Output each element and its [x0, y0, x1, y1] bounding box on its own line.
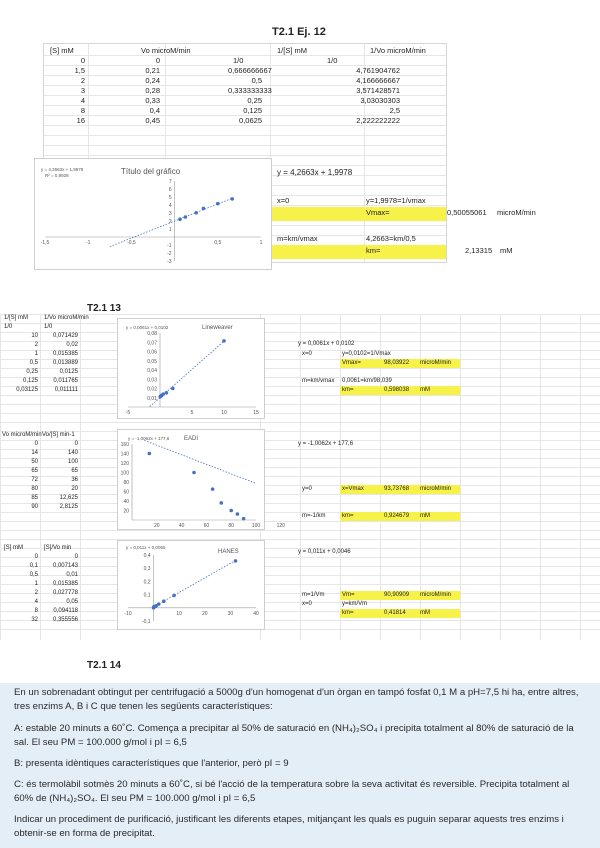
lb-cell: 0,25: [26, 369, 38, 375]
ha-cell: 4: [34, 599, 38, 605]
t1-vmax-label: Vmax=: [366, 208, 390, 217]
t1-cell: 0,24: [145, 76, 160, 85]
t1-cell: 1/0: [327, 56, 338, 65]
y-tick-label: 0,07: [147, 340, 157, 347]
t1-cell: 4,166666667: [356, 76, 400, 85]
data-point: [242, 517, 246, 521]
ea-header-vos: Vo/[S] min-1: [42, 432, 75, 438]
ea-cell: 80: [31, 486, 38, 492]
ea-cell: 0: [34, 441, 38, 447]
section-title-13: T2.1 13: [87, 303, 121, 314]
x-tick-label: 0,5: [214, 240, 222, 246]
chart-equation: y = 0,0061x + 0,0102: [126, 325, 169, 330]
ha-cell: 0,5: [29, 572, 38, 578]
x-tick-label: 30: [227, 610, 234, 617]
lb-cell: 0,071429: [52, 333, 78, 339]
t1-cell: 0,125: [243, 106, 262, 115]
y-tick-label: 0,04: [147, 368, 157, 374]
x-tick-label: 10: [176, 610, 182, 617]
chart-title: EADI: [184, 436, 199, 442]
x-tick-label: -5: [125, 410, 131, 416]
t1-vmax-value: 0,50055061: [447, 208, 487, 217]
x-tick-label: 120: [276, 523, 285, 529]
t1-vmax-unit: microM/min: [497, 208, 536, 217]
ea-cell: 36: [71, 477, 78, 483]
ha-cell: 0,027778: [52, 590, 78, 596]
ha-header-svo: [S]/Vo min: [44, 545, 72, 551]
ea-ann-eq: y = -1,0062x + 177,6: [298, 441, 354, 447]
x-tick-label: 40: [253, 610, 259, 617]
section-title-14: T2.1 14: [87, 660, 121, 671]
data-point: [230, 197, 234, 201]
y-tick-label: -0,1: [141, 619, 151, 625]
exercise-paragraph-3: B: presenta idèntiques característiques que l'anterior, però pI = 9: [14, 758, 289, 769]
lb-ann-x0: x=0: [302, 351, 312, 357]
y-tick-label: 3: [168, 211, 172, 217]
lb-ann-km-unit: mM: [420, 387, 430, 393]
ea-ann-vmax-unit: microM/min: [420, 486, 451, 492]
ha-cell: 8: [34, 608, 38, 614]
y-tick-label: 160: [120, 442, 129, 448]
data-point: [194, 211, 198, 215]
t1-cell: 0,333333333: [228, 86, 272, 95]
chart-r2: R² = 0,9928: [45, 173, 69, 178]
ea-ann-y0: y=0: [302, 486, 312, 492]
chart-title: Título del gráfico: [121, 167, 181, 176]
t1-y-intercept: y=1,9978=1/vmax: [366, 196, 426, 205]
y-tick-label: 80: [123, 480, 129, 486]
ha-cell: 1: [34, 581, 38, 587]
y-tick-label: 0,4: [143, 553, 151, 559]
data-point: [211, 487, 215, 491]
ea-ann-km-label: km=: [342, 513, 354, 519]
t1-m-eq: 4,2663=km/0,5: [366, 234, 416, 243]
data-point: [148, 452, 152, 456]
t1-equation: y = 4,2663x + 1,9978: [277, 168, 353, 177]
data-point: [202, 207, 206, 211]
data-point: [172, 594, 176, 598]
t1-cell: 0,25: [247, 96, 262, 105]
x-tick-label: 1: [259, 240, 263, 246]
x-tick-label: -0,5: [127, 240, 136, 246]
lb-cell: 0,5: [29, 360, 38, 366]
x-tick-label: 60: [203, 523, 210, 529]
ea-cell: 14: [31, 450, 38, 456]
x-tick-label: 10: [221, 410, 227, 416]
ea-cell: 90: [31, 504, 38, 510]
y-tick-label: 40: [123, 499, 129, 505]
lb-cell: 0,011111: [54, 387, 78, 393]
y-tick-label: 1: [168, 227, 172, 233]
exercise-paragraph-1: En un sobrenadant obtingut per centrifugació a 5000g d'un homogenat d'un òrgan en tampó fosfat 0,1 M a pH=7,5 hi ha, entre altres, tres enzims A, B i C que tenen les següents característiques:: [14, 687, 579, 712]
ea-cell: 20: [71, 486, 78, 492]
t1-cell: 3,03030303: [360, 96, 400, 105]
ha-cell: 0,094118: [53, 608, 78, 614]
ea-ann-vmax: 93,73768: [384, 486, 410, 492]
ea-cell: 140: [67, 450, 78, 456]
y-tick-label: 0,05: [147, 358, 157, 365]
lb-ann-km: 0,598038: [384, 387, 410, 393]
t1-cell: 1,5: [74, 66, 85, 75]
y-tick-label: 120: [120, 461, 129, 467]
ea-cell: 65: [71, 468, 78, 474]
data-point: [178, 217, 182, 221]
data-point: [162, 599, 166, 603]
t1-cell: 3,571428571: [356, 86, 400, 95]
y-tick-label: -3: [167, 259, 172, 265]
t1-cell: 0,5: [251, 76, 262, 85]
chart-eadi: [117, 429, 285, 530]
chart-title: HANES: [218, 549, 239, 555]
ha-cell: 0,1: [29, 563, 38, 569]
sheet-13: [0, 314, 600, 640]
ha-ann-ykm: y=km/Vm: [342, 601, 368, 607]
t1-cell: 4: [80, 96, 85, 105]
ha-ann-km: 0,41814: [384, 610, 406, 616]
t1-cell: 0: [80, 56, 85, 65]
t1-cell: 0,666666667: [228, 66, 272, 75]
ea-ann-km-unit: mM: [420, 513, 430, 519]
ea-ann-xvmax: x=Vmax: [342, 486, 364, 492]
data-point: [216, 202, 220, 206]
ha-ann-x0: x=0: [302, 601, 312, 607]
lb-ann-km-label: km=: [342, 387, 354, 393]
t1-cell: 2,222222222: [356, 116, 400, 125]
lb-ann-yint: y=0,0102=1/Vmax: [342, 351, 391, 357]
ea-cell: 85: [31, 495, 38, 501]
data-point: [229, 509, 233, 513]
ea-ann-m: m=-1/km: [302, 513, 326, 519]
t1-cell: 2,5: [389, 106, 400, 115]
trendline: [154, 560, 236, 606]
t1-header-s: [S] mM: [50, 46, 74, 55]
ha-header-s: [S] mM: [4, 545, 23, 551]
ha-cell: 0: [74, 554, 78, 560]
data-point: [184, 215, 188, 219]
t1-m-label: m=km/vmax: [277, 234, 318, 243]
y-tick-label: 60: [123, 489, 129, 496]
t1-cell: 0,4: [149, 106, 160, 115]
chart-equation: y = -1,0062x + 177,6: [128, 436, 170, 441]
t1-cell: 8: [80, 106, 85, 115]
ha-cell: 2: [34, 590, 38, 596]
t1-header-inv-s: 1/[S] mM: [277, 46, 308, 55]
lb-ann-meq: 0,0061=km/98,039: [342, 378, 392, 384]
y-tick-label: 0,02: [147, 386, 157, 393]
y-tick-label: 6: [168, 187, 172, 193]
chart-title: Lineweaver: [202, 325, 233, 331]
x-tick-label: 20: [202, 610, 208, 617]
lb-ann-vmax-label: Vmax=: [342, 360, 361, 366]
data-point: [158, 395, 162, 399]
t1-x0: x=0: [277, 196, 290, 205]
x-tick-label: 5: [190, 410, 194, 416]
ha-ann-km-unit: mM: [420, 610, 430, 616]
ha-cell: 0,355556: [52, 617, 78, 623]
y-tick-label: 7: [168, 179, 172, 185]
ha-cell: 0,007143: [52, 563, 78, 569]
y-tick-label: 0,06: [147, 349, 157, 356]
x-tick-label: -1,5: [40, 240, 50, 246]
t1-cell: 0,21: [145, 66, 160, 75]
lb-ann-m: m=km/vmax: [302, 378, 335, 384]
x-tick-label: 40: [178, 523, 185, 529]
lb-cell: 1/0: [4, 324, 13, 330]
ha-ann-vm-unit: microM/min: [420, 592, 451, 598]
ha-cell: 0: [34, 554, 38, 560]
lb-cell: 0,015385: [52, 351, 78, 357]
x-tick-label: 20: [154, 523, 160, 529]
lb-ann-vmax-unit: microM/min: [420, 360, 451, 366]
x-tick-label: -10: [124, 610, 132, 617]
data-point: [222, 339, 226, 343]
ha-ann-m: m=1/Vm: [302, 592, 325, 598]
ha-cell: 32: [31, 617, 38, 623]
lb-cell: 10: [31, 333, 38, 339]
t1-km-label: km=: [366, 246, 381, 255]
ea-cell: 2,8125: [59, 504, 78, 510]
y-tick-label: 0,03: [147, 377, 157, 384]
exercise-paragraph-5: Indicar un procediment de purificació, justificant les diferents etapes, mitjançant les quals es puguin separar aquests tres enzims i obtenir-se en forma de precipitat.: [14, 814, 564, 839]
chart-lineweaver: [117, 318, 265, 419]
lb-cell: 0,013889: [52, 360, 78, 366]
lb-cell: 1/0: [44, 324, 53, 330]
lb-header-s: 1/[S] mM: [4, 315, 29, 321]
lb-cell: 0,011765: [53, 378, 78, 384]
t1-cell: 16: [76, 116, 85, 125]
data-point: [192, 471, 196, 475]
x-tick-label: 100: [251, 523, 261, 529]
y-tick-label: 140: [120, 451, 129, 458]
t1-cell: 0,0625: [239, 116, 262, 125]
ha-ann-km-label: km=: [342, 610, 354, 616]
y-tick-label: -2: [167, 251, 172, 257]
t1-km-value: 2,13315: [465, 246, 493, 255]
y-tick-label: 5: [168, 195, 172, 201]
data-point: [157, 602, 161, 606]
t1-header-inv-vo: 1/Vo microM/min: [370, 46, 426, 55]
x-tick-label: 15: [253, 410, 259, 416]
ea-cell: 50: [31, 459, 38, 465]
ea-cell: 65: [31, 468, 38, 474]
lb-ann-eq: y = 0,0061x + 0,0102: [298, 341, 355, 347]
data-point: [171, 387, 175, 391]
y-tick-label: 20: [123, 508, 129, 515]
chart-12: [34, 158, 272, 270]
t1-cell: 0: [155, 56, 160, 65]
lb-cell: 0,03125: [16, 387, 38, 393]
t1-cell: 4,761904762: [356, 66, 400, 75]
chart-equation: y = 0,011x + 0,0065: [126, 545, 166, 550]
y-tick-label: 4: [168, 203, 172, 209]
lb-cell: 2: [34, 342, 38, 348]
ha-ann-vm-label: Vm=: [342, 592, 355, 598]
section-title-12: T2.1 Ej. 12: [272, 26, 326, 38]
y-tick-label: 2: [168, 219, 172, 225]
data-point: [219, 501, 223, 505]
ea-header-vo: Vo microM/min: [2, 432, 42, 438]
y-tick-label: 0,2: [143, 579, 151, 586]
ha-cell: 0,015385: [52, 581, 78, 587]
t1-cell: 1/0: [233, 56, 244, 65]
y-tick-label: 0,3: [143, 566, 151, 573]
ha-cell: 0,01: [66, 572, 78, 578]
y-tick-label: 0,01: [147, 395, 157, 402]
t1-header-vo: Vo microM/min: [141, 46, 191, 55]
t1-cell: 0,45: [145, 116, 160, 125]
x-tick-label: -1: [85, 240, 91, 246]
t1-cell: 0,33: [145, 96, 160, 105]
y-tick-label: -1: [167, 243, 172, 249]
lb-cell: 0,0125: [59, 369, 78, 375]
lb-ann-vmax: 98,03922: [384, 360, 410, 366]
y-tick-label: 0,1: [143, 592, 151, 599]
t1-km-unit: mM: [500, 246, 513, 255]
x-tick-label: 80: [228, 523, 234, 529]
data-point: [234, 559, 238, 563]
lb-header-vo: 1/Vo microM/min: [44, 315, 89, 321]
exercise-paragraph-2: A: estable 20 minuts a 60˚C. Comença a precipitar al 50% de saturació en (NH₄)₂SO₄ i precipita totalment al 80% de saturació de la sal. El seu PM = 100.000 g/mol i pI = 6,5: [14, 723, 574, 748]
ha-cell: 0,05: [66, 599, 78, 605]
t1-cell: 0,28: [145, 86, 160, 95]
y-tick-label: 0,08: [147, 331, 157, 337]
ea-cell: 100: [67, 459, 78, 465]
ea-cell: 0: [74, 441, 78, 447]
ha-ann-vm: 90,90909: [384, 592, 410, 598]
ea-cell: 72: [31, 477, 38, 483]
data-point: [165, 391, 169, 395]
chart-equation: y = 4,2663x + 1,9978: [41, 167, 84, 172]
t1-cell: 2: [80, 76, 85, 85]
ea-cell: 12,625: [59, 495, 78, 501]
exercise-paragraph-4: C: és termolàbil sotmès 20 minuts a 60˚C, si bé l'acció de la temperatura sobre la seva activitat és reversible. Precipita totalment al 60% de (NH₄)₂SO₄. El seu PM = 100.000 g/mol i pI = 6,5: [14, 779, 570, 804]
ha-ann-eq: y = 0,011x + 0,0046: [298, 549, 351, 555]
t1-cell: 3: [80, 86, 85, 95]
data-point: [236, 512, 240, 516]
y-tick-label: 100: [120, 470, 129, 477]
lb-cell: 0,02: [66, 342, 78, 348]
trendline: [144, 440, 256, 483]
lb-cell: 0,125: [22, 378, 38, 384]
lb-cell: 1: [34, 351, 38, 357]
ea-ann-km: 0,924679: [384, 513, 410, 519]
chart-hanes: [117, 540, 265, 630]
